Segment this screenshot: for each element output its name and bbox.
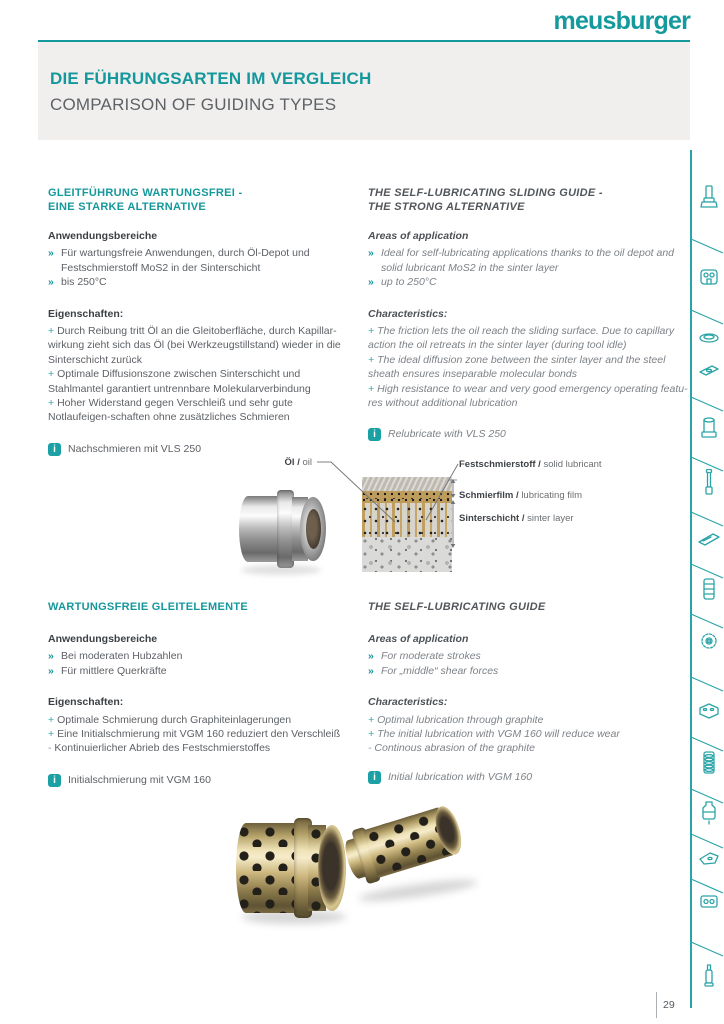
applications-title-de: Anwendungsbereiche [48, 230, 158, 242]
section1-heading-de: GLEITFÜHRUNG WARTUNGSFREI - EINE STARKE ALTERNATIVE [48, 187, 243, 213]
info-icon: i [48, 443, 61, 456]
info-note: i Initial lubrication with VGM 160 [368, 770, 688, 784]
chevron-bullet-icon: » [48, 650, 54, 663]
characteristics-list [48, 324, 354, 425]
applications-title-en: Areas of application [368, 230, 469, 242]
page-number: 29 [663, 999, 675, 1011]
label-lubricating-film: Schmierfilm / lubricating film [459, 490, 583, 501]
label-oil: Öl / oil [284, 457, 312, 468]
graphite-bushings-image [228, 788, 508, 963]
characteristic-item: + Hoher Widerstand gegen Verschleiß und sehr gute Notlaufeigen-schaften ohne zusätzliches Schmieren [48, 397, 293, 424]
page-title-english: COMPARISON OF GUIDING TYPES [50, 95, 337, 114]
characteristic-item: + The initial lubrication with VGM 160 will reduce wear [368, 728, 620, 741]
section1-german [48, 186, 354, 456]
characteristic-item: + Optimale Schmierung durch Graphiteinlagerungen [48, 713, 292, 726]
list-item: » For moderate strokes [368, 650, 481, 663]
characteristic-item: + Optimale Diffusionszone zwischen Sinterschicht und Stahlmantel garantiert untrennbare Molekularverbindung [48, 368, 311, 395]
bushing-large [236, 818, 348, 918]
list-item: » Bei moderaten Hubzahlen [48, 650, 183, 663]
applications-title-en: Areas of application [368, 633, 469, 645]
list-item: » up to 250°C [368, 276, 437, 289]
info-icon: i [368, 428, 381, 441]
page-number-rule [656, 992, 657, 1018]
chevron-bullet-icon: » [368, 247, 374, 260]
label-sinter-layer: Sinterschicht / sinter layer [459, 513, 574, 524]
sidebar-separator [690, 237, 724, 255]
latch-lock-icon [697, 264, 721, 292]
guide-bushing-icon [697, 415, 721, 443]
clamp-wedge-icon [697, 845, 721, 873]
characteristic-item: + The ideal diffusion zone between the sinter layer and the steel sheath ensures inseparable molecular bonds [368, 353, 666, 381]
characteristic-item: + High resistance to wear and very good emergency operating featu-res without additional lubrication [368, 382, 688, 410]
info-icon: i [368, 771, 381, 784]
characteristics-list [48, 713, 354, 756]
bushing-stack-icon [697, 575, 721, 603]
list-item: » Für wartungsfreie Anwendungen, durch Öl-Depot und Festschmierstoff MoS2 in der Sinterschicht [48, 247, 310, 274]
sidebar-separator [690, 940, 724, 958]
characteristics-title-de: Eigenschaften: [48, 307, 124, 320]
chevron-bullet-icon: » [48, 664, 54, 677]
characteristic-item: + Optimal lubrication through graphite [368, 713, 544, 726]
characteristic-item: + Durch Reibung tritt Öl an die Gleitoberfläche, durch Kapillar-wirkung zieht sich das Öl (bei Werkzeugstillstand) wieder in die Sinterschicht zurück [48, 325, 341, 366]
gear-disc-icon [697, 627, 721, 655]
info-icon: i [48, 774, 61, 787]
label-solid-lubricant: Festschmierstoff / solid lubricant [459, 459, 602, 470]
diagram-pointer-lines [230, 450, 530, 585]
sinter-layer-diagram [0, 450, 724, 590]
sidebar-separator [690, 675, 724, 693]
characteristics-title-en: Characteristics: [368, 307, 448, 320]
spring-icon [697, 749, 721, 777]
info-note: i Nachschmieren mit VLS 250 [48, 442, 354, 456]
section2-english [368, 600, 688, 784]
guide-pillar-icon [697, 184, 721, 212]
chevron-bullet-icon: » [368, 276, 374, 289]
info-note: i Initialschmierung mit VGM 160 [48, 773, 354, 787]
centering-ring-icon [697, 324, 721, 352]
characteristics-list [368, 713, 688, 756]
page-title-german: DIE FÜHRUNGSARTEN IM VERGLEICH [50, 69, 372, 88]
block-unit-icon [697, 887, 721, 915]
spray-bottle-icon [697, 962, 721, 990]
gib-plate-icon [697, 524, 721, 552]
guide-block-icon [697, 697, 721, 725]
chevron-bullet-icon: » [368, 650, 374, 663]
flat-slide-plate-icon [697, 356, 721, 384]
page-header [38, 42, 690, 140]
section1-heading-en: THE SELF-LUBRICATING SLIDING GUIDE - THE STRONG ALTERNATIVE [368, 187, 603, 213]
characteristic-item: + The friction lets the oil reach the sliding surface. Due to capillary action the oil retreats in the sinter layer (during tool idle) [368, 325, 675, 352]
applications-title-de: Anwendungsbereiche [48, 633, 158, 645]
sidebar-separator [690, 395, 724, 413]
chevron-bullet-icon: » [48, 247, 54, 260]
section1-english [368, 186, 688, 442]
characteristics-title-de: Eigenschaften: [48, 696, 124, 709]
oil-bottle-icon [697, 799, 721, 827]
list-item: » Für mittlere Querkräfte [48, 664, 167, 677]
section2-heading-en: THE SELF-LUBRICATING GUIDE [368, 601, 546, 613]
chevron-bullet-icon: » [368, 664, 374, 677]
characteristic-item: - Continous abrasion of the graphite [368, 742, 535, 755]
chevron-bullet-icon: » [48, 276, 54, 289]
guide-pillar-long-icon [697, 469, 721, 497]
list-item: » bis 250°C [48, 276, 107, 289]
info-note: i Relubricate with VLS 250 [368, 427, 688, 441]
list-item: » Ideal for self-lubricating applications thanks to the oil depot and solid lubricant MoS2 in the sinter layer [368, 247, 675, 274]
characteristic-item: + Eine Initialschmierung mit VGM 160 reduziert den Verschleiß [48, 728, 341, 741]
meusburger-logo: meusburger [553, 7, 690, 35]
section2-heading-de: WARTUNGSFREIE GLEITELEMENTE [48, 601, 248, 613]
section2-german [48, 600, 354, 787]
characteristics-list [368, 324, 688, 410]
list-item: » For „middle“ shear forces [368, 664, 499, 677]
characteristics-title-en: Characteristics: [368, 696, 448, 709]
characteristic-item: - Kontinuierlicher Abrieb des Festschmierstoffes [48, 742, 271, 755]
